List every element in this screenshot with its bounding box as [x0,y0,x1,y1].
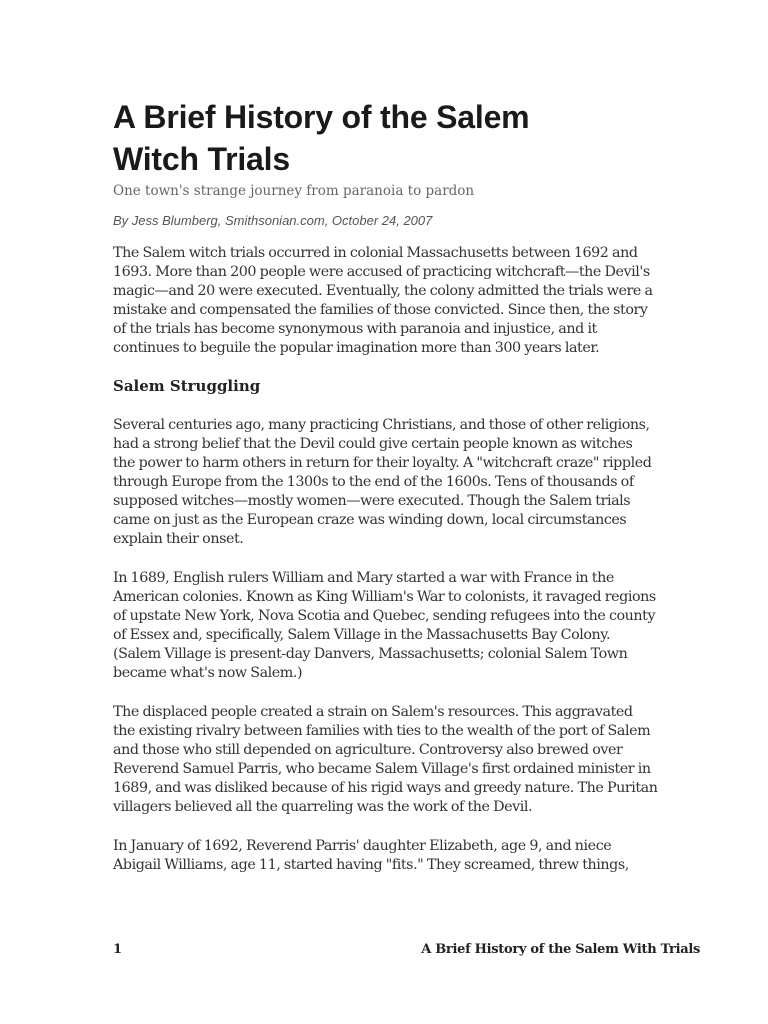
running-footer-title: A Brief History of the Salem With Trials [421,942,700,957]
page-number: 1 [113,942,123,957]
intro-paragraph: The Salem witch trials occurred in colonial Massachusetts between 1692 and 1693. More than 200 people were accused of practicing witchcraft—the Devil's magic—and 20 were executed. Eventually, the colony admitted the trials were a mistake and compensated the families of those convicted. Since then, the story of the trials has become synonymous with paranoia and injustice, and it continues to beguile the popular imagination more than 300 years later. [113,245,653,356]
body-paragraph-1: Several centuries ago, many practicing Christians, and those of other religions, had a strong belief that the Devil could give certain people known as witches the power to harm others in return for their loyalty. A "witchcraft craze" rippled through Europe from the 1300s to the end of the 1600s. Tens of thousands of supposed witches—mostly women—were executed. Though the Salem trials came on just as the European craze was winding down, local circumstances explain their onset. [113,417,652,547]
section-heading: Salem Struggling [113,377,261,395]
article-title-line-1: A Brief History of the Salem [113,99,530,135]
article-byline: By Jess Blumberg, Smithsonian.com, October 24, 2007 [113,213,433,228]
body-paragraph-4: In January of 1692, Reverend Parris' daughter Elizabeth, age 9, and niece Abigail Williams, age 11, started having "fits." They screamed, threw things, [113,838,629,873]
article-subtitle: One town's strange journey from paranoia to pardon [113,183,475,199]
article-title [113,96,658,180]
document-page [113,96,658,875]
article-title-line-2: Witch Trials [113,141,290,177]
body-paragraph-2: In 1689, English rulers William and Mary started a war with France in the American colonies. Known as King William's War to colonists, it ravaged regions of upstate New York, Nova Scotia and Quebec, sending refugees into the county of Essex and, specifically, Salem Village in the Massachusetts Bay Colony. (Salem Village is present-day Danvers, Massachusetts; colonial Salem Town became what's now Salem.) [113,570,656,681]
body-paragraph-3: The displaced people created a strain on Salem's resources. This aggravated the existing rivalry between families with ties to the wealth of the port of Salem and those who still depended on agriculture. Controversy also brewed over Reverend Samuel Parris, who became Salem Village's first ordained minister in 1689, and was disliked because of his rigid ways and greedy nature. The Puritan villagers believed all the quarreling was the work of the Devil. [113,704,658,815]
